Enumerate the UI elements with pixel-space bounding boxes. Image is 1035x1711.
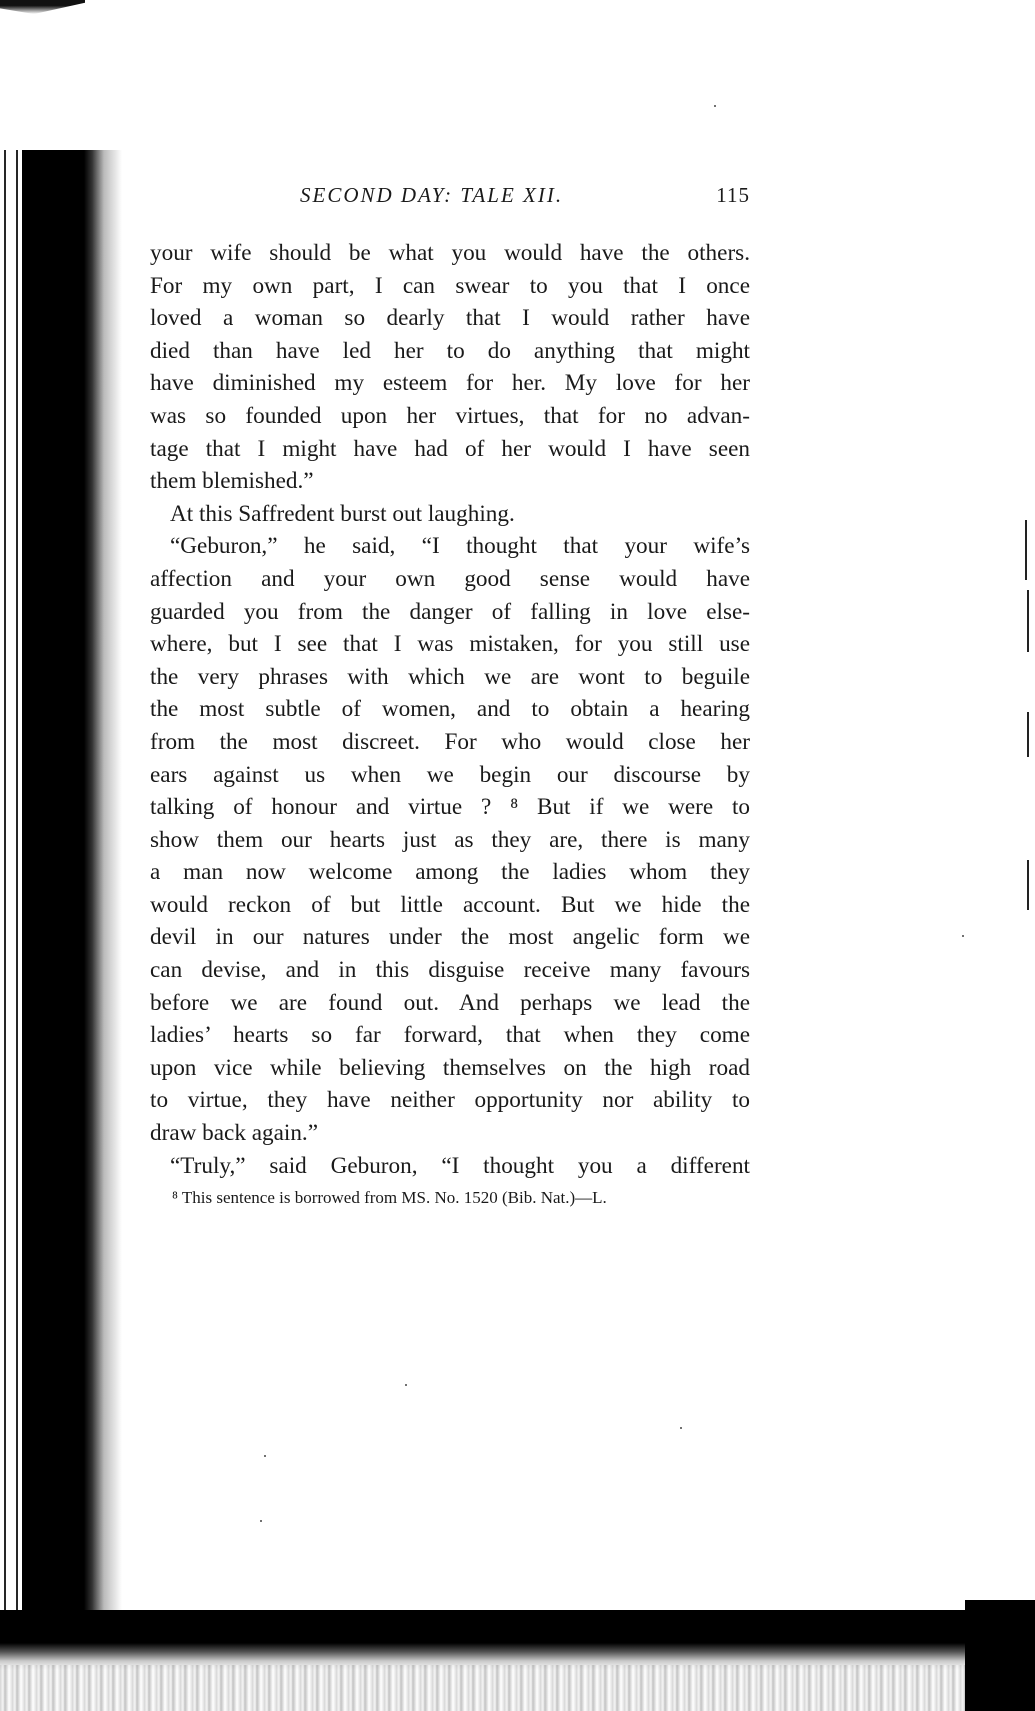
running-head: SECOND DAY: TALE XII. (300, 183, 564, 207)
margin-mark (1025, 520, 1027, 580)
text-line: upon vice while believing themselves on the high road (150, 1054, 750, 1081)
text-line: show them our hearts just as they are, there is many (150, 826, 750, 853)
margin-mark (1027, 712, 1029, 757)
text-line: them blemished.” (150, 468, 314, 495)
text-line: ladies’ hearts so far forward, that when they come (150, 1022, 750, 1049)
text-line: was so founded upon her virtues, that for no advan- (150, 402, 750, 429)
bottom-scan-noise (0, 1665, 1035, 1711)
text-line: have diminished my esteem for her. My love for her (150, 370, 750, 397)
text-line: a man now welcome among the ladies whom they (150, 859, 750, 886)
text-line: tage that I might have had of her would I have seen (150, 435, 750, 462)
gutter-shadow (22, 150, 122, 1650)
text-line: where, but I see that I was mistaken, for you still use (150, 631, 750, 658)
scan-speck (260, 1520, 262, 1522)
scan-speck (680, 1427, 682, 1429)
scan-speck (264, 1455, 266, 1457)
bottom-shadow (0, 1610, 1035, 1670)
text-line: died than have led her to do anything that might (150, 337, 750, 364)
margin-mark (1027, 590, 1029, 652)
text-line: At this Saffredent burst out laughing. (170, 500, 515, 527)
text-line: ears against us when we begin our discourse by (150, 761, 750, 788)
text-line: can devise, and in this disguise receive many favours (150, 957, 750, 984)
scan-speck (405, 1384, 407, 1386)
text-line: the very phrases with which we are wont to beguile (150, 663, 750, 690)
text-line: “Geburon,” he said, “I thought that your wife’s (170, 533, 750, 560)
text-line: draw back again.” (150, 1120, 319, 1147)
text-line: “Truly,” said Geburon, “I thought you a different (170, 1152, 750, 1179)
text-line: For my own part, I can swear to you that I once (150, 272, 750, 299)
footnote: ⁸ This sentence is borrowed from MS. No. 1520 (Bib. Nat.)—L. (172, 1188, 607, 1207)
text-line: from the most discreet. For who would close her (150, 728, 750, 755)
text-line: guarded you from the danger of falling in love else- (150, 598, 750, 625)
page-number: 115 (716, 183, 750, 207)
body-text (150, 237, 750, 1182)
text-line: would reckon of but little account. But we hide the (150, 891, 750, 918)
right-corner-shadow (965, 1600, 1035, 1711)
text-line: talking of honour and virtue ? ⁸ But if we were to (150, 794, 750, 821)
book-edge (0, 150, 24, 1650)
text-line: loved a woman so dearly that I would rather have (150, 305, 750, 332)
scan-corner-mark (0, 0, 85, 14)
margin-mark (1027, 860, 1029, 910)
text-line: affection and your own good sense would have (150, 565, 750, 592)
scan-speck (714, 105, 716, 107)
text-line: your wife should be what you would have the others. (150, 240, 750, 266)
text-line: to virtue, they have neither opportunity nor ability to (150, 1087, 750, 1114)
text-line: the most subtle of women, and to obtain a hearing (150, 696, 750, 723)
scan-speck (962, 935, 964, 937)
page-header (150, 183, 750, 213)
text-line: before we are found out. And perhaps we lead the (150, 989, 750, 1016)
text-line: devil in our natures under the most angelic form we (150, 924, 750, 951)
